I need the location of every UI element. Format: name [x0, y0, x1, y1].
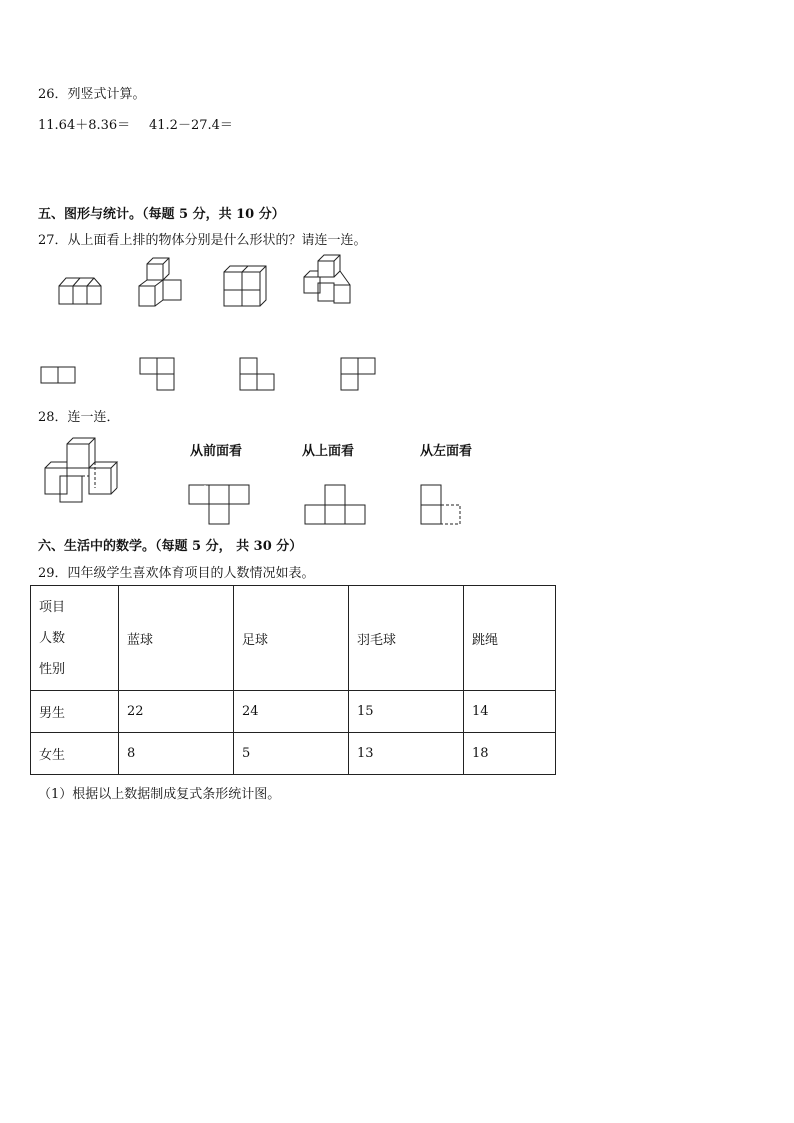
column-header-basketball: 蓝球	[119, 586, 234, 691]
row-label-girls: 女生	[31, 733, 119, 775]
q26-title: 26．列竖式计算。	[38, 87, 146, 102]
section6-heading: 六、生活中的数学。（每题 5 分， 共 30 分）	[38, 539, 303, 554]
corner-label-count: 人数	[39, 630, 66, 646]
table-cell: 22	[119, 691, 234, 733]
q28-view-label-left: 从左面看	[420, 444, 473, 459]
q27-view-1	[40, 366, 80, 386]
q27-solid-4	[298, 255, 356, 310]
table-cell: 18	[464, 733, 556, 775]
q28-solid	[40, 436, 140, 506]
row-label-boys: 男生	[31, 691, 119, 733]
q27-solid-3	[220, 262, 270, 310]
q28-view-front	[188, 484, 252, 526]
table-cell: 5	[234, 733, 349, 775]
q28-view-top	[304, 484, 368, 526]
table-row	[31, 691, 556, 733]
q27-view-3	[239, 357, 279, 393]
corner-label-item: 项目	[39, 599, 66, 615]
table-cell: 8	[119, 733, 234, 775]
q28-view-label-front: 从前面看	[190, 444, 243, 459]
q27-view-4	[340, 357, 380, 393]
corner-label-gender: 性别	[39, 661, 66, 677]
q28-title: 28．连一连．	[38, 410, 120, 425]
q27-title: 27．从上面看上排的物体分别是什么形状的？请连一连。	[38, 233, 367, 248]
table-header-row	[31, 586, 556, 691]
section5-heading: 五、图形与统计。（每题 5 分，共 10 分）	[38, 207, 285, 222]
table-corner-cell	[31, 586, 119, 691]
column-header-badminton: 羽毛球	[349, 586, 464, 691]
q26-expression-1: 11.64＋8.36＝	[38, 118, 131, 133]
q29-subquestion-1: （1）根据以上数据制成复式条形统计图。	[38, 787, 281, 802]
q28-view-label-top: 从上面看	[302, 444, 355, 459]
q26-expression-2: 41.2－27.4＝	[149, 118, 233, 133]
q29-data-table	[30, 585, 556, 775]
q29-title: 29．四年级学生喜欢体育项目的人数情况如表。	[38, 566, 315, 581]
column-header-football: 足球	[234, 586, 349, 691]
column-header-jump-rope: 跳绳	[464, 586, 556, 691]
table-cell: 24	[234, 691, 349, 733]
q27-view-2	[139, 357, 179, 393]
q28-view-left	[420, 484, 466, 526]
table-cell: 14	[464, 691, 556, 733]
table-cell: 13	[349, 733, 464, 775]
table-row	[31, 733, 556, 775]
q27-solid-2	[135, 258, 190, 313]
q27-solid-1	[55, 270, 105, 310]
table-cell: 15	[349, 691, 464, 733]
